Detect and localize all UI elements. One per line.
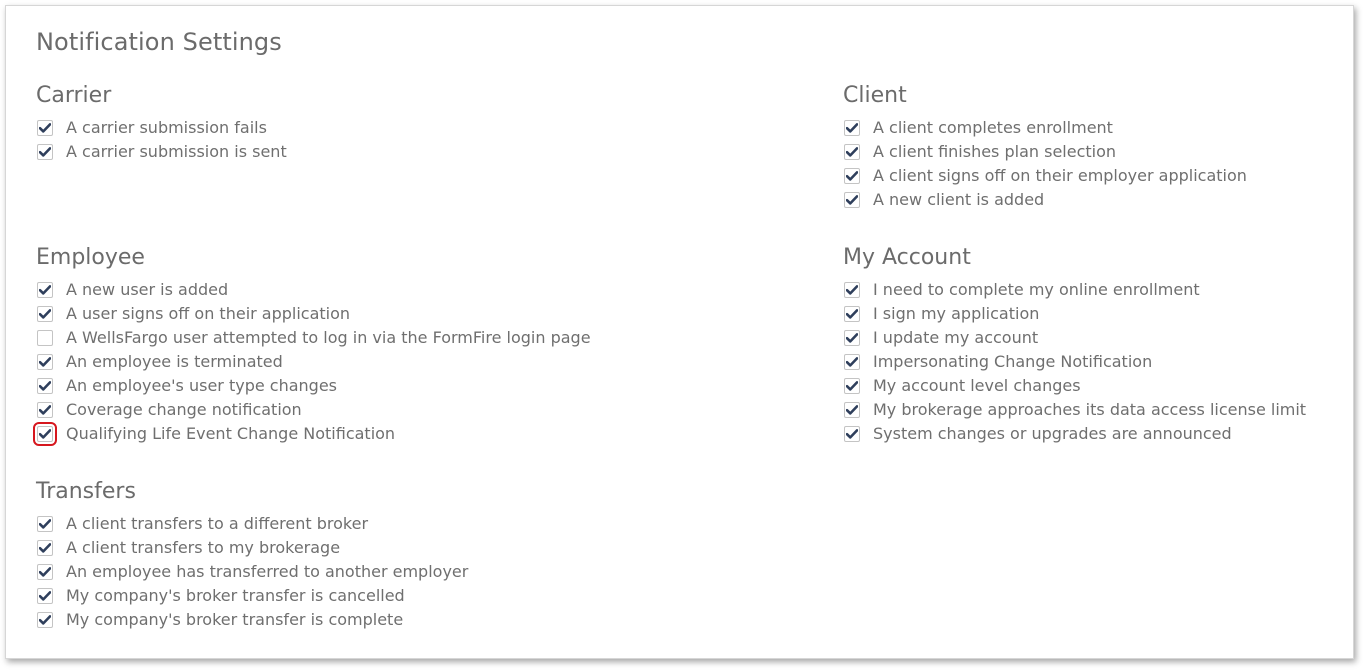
- checkbox[interactable]: [37, 516, 53, 532]
- section-my-account: [843, 245, 1363, 446]
- option-label: An employee's user type changes: [66, 376, 337, 395]
- option-label: My account level changes: [873, 376, 1081, 395]
- notification-option[interactable]: [36, 422, 556, 446]
- option-label: A client transfers to my brokerage: [66, 538, 341, 557]
- check-icon: [846, 333, 858, 343]
- notification-option[interactable]: [36, 326, 591, 350]
- option-label: My brokerage approaches its data access license limit: [873, 400, 1307, 419]
- option-label: System changes or upgrades are announced: [873, 424, 1232, 443]
- checkbox[interactable]: [37, 330, 53, 346]
- notification-option[interactable]: [36, 608, 556, 632]
- check-icon: [846, 357, 858, 367]
- notification-option[interactable]: [843, 374, 1363, 398]
- notification-option[interactable]: [36, 398, 556, 422]
- notification-option[interactable]: [843, 140, 1363, 164]
- checkbox[interactable]: [37, 564, 53, 580]
- option-label: Qualifying Life Event Change Notification: [66, 424, 396, 443]
- checkbox[interactable]: [37, 588, 53, 604]
- check-icon: [39, 519, 51, 529]
- check-icon: [846, 309, 858, 319]
- checkbox[interactable]: [844, 144, 860, 160]
- option-label: A client transfers to a different broker: [66, 514, 369, 533]
- option-label: A client completes enrollment: [873, 118, 1113, 137]
- option-label: My company's broker transfer is complete: [66, 610, 404, 629]
- notification-option[interactable]: [36, 584, 556, 608]
- section-client: [843, 83, 1363, 212]
- check-icon: [39, 429, 51, 439]
- notification-option[interactable]: [36, 140, 556, 164]
- checkbox[interactable]: [37, 144, 53, 160]
- check-icon: [39, 591, 51, 601]
- notification-option[interactable]: [843, 302, 1363, 326]
- check-icon: [39, 615, 51, 625]
- checkbox[interactable]: [844, 354, 860, 370]
- checkbox[interactable]: [844, 426, 860, 442]
- checkbox[interactable]: [37, 426, 53, 442]
- check-icon: [846, 381, 858, 391]
- notification-option[interactable]: [36, 350, 556, 374]
- checkbox[interactable]: [37, 354, 53, 370]
- checkbox[interactable]: [844, 282, 860, 298]
- check-icon: [39, 543, 51, 553]
- check-icon: [39, 285, 51, 295]
- notification-option[interactable]: [36, 374, 556, 398]
- notification-option[interactable]: [36, 536, 556, 560]
- section-employee: [36, 245, 591, 446]
- page-title: Notification Settings: [36, 28, 282, 56]
- notification-option[interactable]: [843, 188, 1363, 212]
- check-icon: [39, 381, 51, 391]
- check-icon: [39, 123, 51, 133]
- check-icon: [846, 405, 858, 415]
- checkbox[interactable]: [844, 192, 860, 208]
- option-label: A carrier submission fails: [66, 118, 267, 137]
- option-label: An employee has transferred to another employer: [66, 562, 469, 581]
- checkbox[interactable]: [37, 120, 53, 136]
- section-transfers: [36, 479, 556, 632]
- notification-option[interactable]: [36, 116, 556, 140]
- option-label: I sign my application: [873, 304, 1040, 323]
- option-label: Coverage change notification: [66, 400, 302, 419]
- notification-option[interactable]: [843, 164, 1363, 188]
- section-title: Transfers: [36, 479, 136, 504]
- option-label: A client finishes plan selection: [873, 142, 1117, 161]
- check-icon: [846, 123, 858, 133]
- check-icon: [846, 147, 858, 157]
- notification-option[interactable]: [36, 302, 556, 326]
- option-label: A carrier submission is sent: [66, 142, 287, 161]
- check-icon: [846, 285, 858, 295]
- check-icon: [39, 405, 51, 415]
- option-label: I update my account: [873, 328, 1039, 347]
- option-label: A client signs off on their employer application: [873, 166, 1247, 185]
- option-label: I need to complete my online enrollment: [873, 280, 1200, 299]
- section-title: Employee: [36, 245, 145, 270]
- option-label: A new client is added: [873, 190, 1045, 209]
- notification-option[interactable]: [843, 350, 1363, 374]
- option-label: My company's broker transfer is cancelled: [66, 586, 405, 605]
- notification-option[interactable]: [843, 398, 1363, 422]
- option-label: An employee is terminated: [66, 352, 283, 371]
- check-icon: [39, 147, 51, 157]
- notification-option[interactable]: [843, 422, 1363, 446]
- notification-settings-panel: [5, 5, 1354, 659]
- notification-option[interactable]: [843, 278, 1363, 302]
- checkbox[interactable]: [844, 168, 860, 184]
- section-title: My Account: [843, 245, 971, 270]
- section-carrier: [36, 83, 556, 164]
- notification-option[interactable]: [843, 326, 1363, 350]
- check-icon: [39, 357, 51, 367]
- checkbox[interactable]: [37, 540, 53, 556]
- checkbox[interactable]: [37, 402, 53, 418]
- check-icon: [846, 429, 858, 439]
- section-title: Client: [843, 83, 907, 108]
- notification-option[interactable]: [843, 116, 1363, 140]
- checkbox[interactable]: [844, 402, 860, 418]
- checkbox[interactable]: [844, 120, 860, 136]
- notification-option[interactable]: [36, 560, 556, 584]
- check-icon: [846, 171, 858, 181]
- checkbox[interactable]: [37, 378, 53, 394]
- notification-option[interactable]: [36, 512, 556, 536]
- check-icon: [39, 567, 51, 577]
- option-label: A new user is added: [66, 280, 229, 299]
- check-icon: [846, 195, 858, 205]
- option-label: A WellsFargo user attempted to log in via the FormFire login page: [66, 328, 591, 347]
- notification-option[interactable]: [36, 278, 556, 302]
- checkbox[interactable]: [37, 612, 53, 628]
- check-icon: [39, 309, 51, 319]
- option-label: A user signs off on their application: [66, 304, 351, 323]
- checkbox[interactable]: [844, 378, 860, 394]
- checkbox[interactable]: [844, 306, 860, 322]
- checkbox[interactable]: [37, 282, 53, 298]
- section-title: Carrier: [36, 83, 112, 108]
- option-label: Impersonating Change Notification: [873, 352, 1153, 371]
- checkbox[interactable]: [844, 330, 860, 346]
- checkbox[interactable]: [37, 306, 53, 322]
